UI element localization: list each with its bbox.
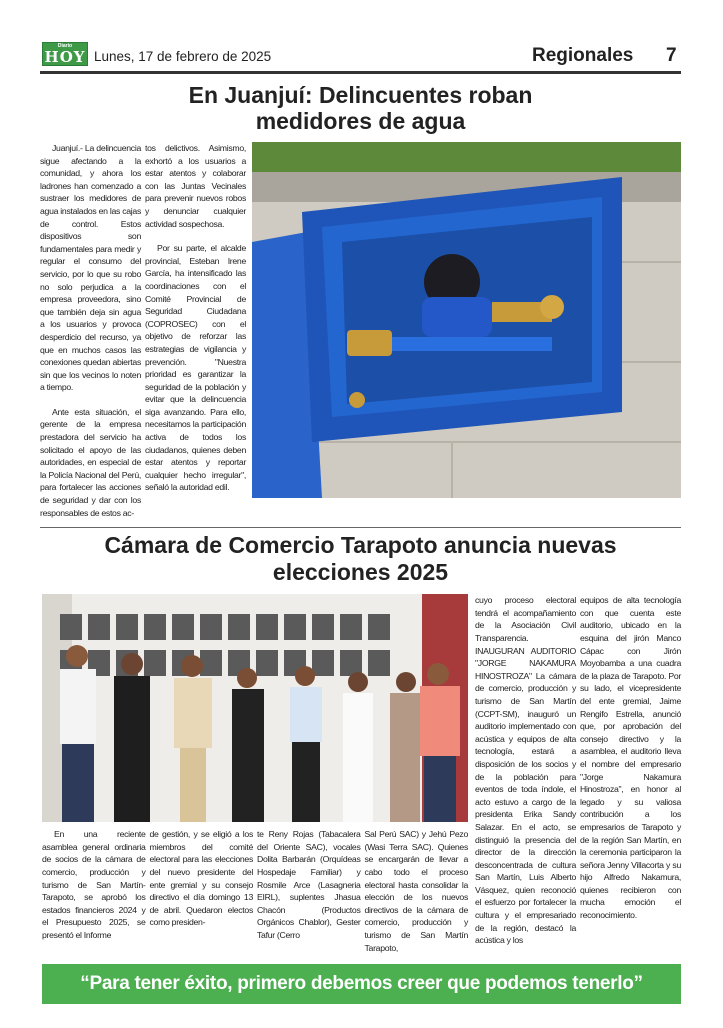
logo-big-text: HOY	[44, 48, 86, 66]
paragraph: Por su parte, el alcalde provincial, Esteban Irene García, ha intensificado las coordinaciones con el Comité Provincial de Seguridad Ciudadana (COPROSEC) con el objetivo de reforzar las estrategias de vigilancia y prevención. "Nuestra prioridad es garantizar la seguridad de la población y evitar que la delincuencia siga avanzando. Para ello, necesitamos la participación activa de todos los ciudadanos, quienes deben estar atentos y reportar cualquier hecho irregular", señaló la autoridad edil.	[145, 243, 246, 493]
article2-lower-columns	[42, 828, 468, 954]
group-photo	[42, 594, 468, 822]
page-header	[40, 42, 681, 74]
article2-column-2	[150, 828, 254, 954]
article2-column-1	[42, 828, 146, 954]
newspaper-logo	[42, 42, 88, 66]
article2-column-4	[365, 828, 469, 954]
logo-small-text: Diario	[57, 43, 73, 49]
article1-title: En Juanjuí: Delincuentes roban medidores de agua	[188, 82, 533, 134]
paragraph: Juanjuí.- La delincuencia sigue afectando a la comunidad, y ahora los ladrones han comenzado a sustraer los medidores de agua instalados en las cajas de control. Estos dispositivos son fundamentales para medir y regular el consumo del servicio, por lo que su robo no solo perjudica a la empresa proveedora, sino que también deja sin agua a los usuarios y provoca desperdicio del recurso, ya que en muchos casos las conexiones quedan abiertas sin que los vecinos lo noten a tiempo.	[40, 143, 141, 393]
article2-body	[40, 594, 681, 954]
article2-right-columns	[475, 594, 681, 947]
article-divider	[40, 527, 681, 528]
article1-column-2	[145, 142, 246, 494]
article2-column-3	[257, 828, 361, 954]
quote-banner: “Para tener éxito, primero debemos creer que podemos tenerlo”	[42, 964, 681, 1004]
article1-column-1	[40, 142, 141, 519]
paragraph: Ante esta situación, el gerente de la empresa prestadora del servicio ha solicitado el apoyo de las autoridades, en especial de la Policía Nacional del Perú, para fortalecer las acciones de seguridad y dar con los responsables de estos ac-	[40, 406, 141, 518]
article2-left	[42, 594, 468, 954]
issue-date: Lunes, 17 de febrero de 2025	[94, 49, 272, 64]
section-name: Regionales	[532, 45, 634, 66]
paragraph: cuyo proceso electoral tendrá el acompañamiento de la Asociación Civil Transparencia. INAUGURAN AUDITORIO "JORGE NAKAMURA HINOSTROZA" La cámara de comercio, producción y turismo de San Martín (CCPT-SM), inauguró un auditorio implementado con acústica y equipos de alta tecnología, estará a disposición de los socios y de la población para eventos de toda índole, el acto estuvo a cargo de la presidenta Erika Sandy Salazar. En el acto, se distinguió la presencia del director de la dirección desconcentrada de cultura San Martín, Luis Alberto Vásquez, quien reconoció el esfuerzo por fortalecer la cultura y el empresariado de la región, destacó la acústica y los	[475, 595, 576, 946]
paragraph: te Reny Rojas (Tabacalera del Oriente SAC), vocales Dolita Barbarán (Orquídeas Hospedaje Familiar) y Rosmile Arce (Lasagneria EIRL), suplentes Jhasua Chacón (Productos Orgánicos Chablor), Gester Tafur (Cerro	[257, 829, 361, 940]
article1-body	[40, 142, 681, 519]
paragraph: tos delictivos. Asimismo, exhortó a los usuarios a estar atentos y colaborar con las Juntas Vecinales para prevenir nuevos robos y denunciar cualquier actividad sospechosa.	[145, 143, 246, 229]
page-number: 7	[666, 45, 677, 66]
article2-title: Cámara de Comercio Tarapoto anuncia nuevas elecciones 2025	[104, 532, 617, 586]
paragraph: En una reciente asamblea general ordinaria de socios de la cámara de comercio, producción y turismo de San Martín-Tarapoto, se aprobó los estados financieros 2024 y el Presupuesto 2025, se presentó el Informe	[42, 829, 146, 940]
water-meter-photo	[252, 142, 681, 498]
paragraph: Sal Perú SAC) y Jehú Pezo (Wasi Terra SAC). Quienes se encargarán de llevar a cabo todo el proceso electoral hasta consolidar la elección de los nuevos directivos de la cámara de comercio, producción y turismo de San Martín Tarapoto,	[364, 829, 468, 953]
article2-column-5	[475, 594, 576, 947]
paragraph: de gestión, y se eligió a los miembros del comité electoral para las elecciones del nuevo presidente del ente gremial y su consejo directivo el día domingo 13 de abril. Quedaron electos como presiden-	[149, 829, 253, 928]
article2-column-6	[580, 594, 681, 947]
paragraph: equipos de alta tecnología con que cuenta este auditorio, ubicado en la esquina del jirón Manco Cápac con Jirón Moyobamba a una cuadra de la plaza de Tarapoto. Por su lado, el vicepresidente del ente gremial, Jaime Rengifo Estrella, anunció que, por aprobación del consejo directivo y la asamblea, el auditorio lleva el nombre del empresario "Jorge Nakamura Hinostroza", en honor al legado y su valiosa contribución a los empresarios de Tarapoto y de la región San Martín, en la ceremonia participaron la señora Jenny Villacorta y su hijo Alfredo Nakamura, quienes recibieron con mucha emoción el reconocimiento.	[580, 595, 681, 921]
